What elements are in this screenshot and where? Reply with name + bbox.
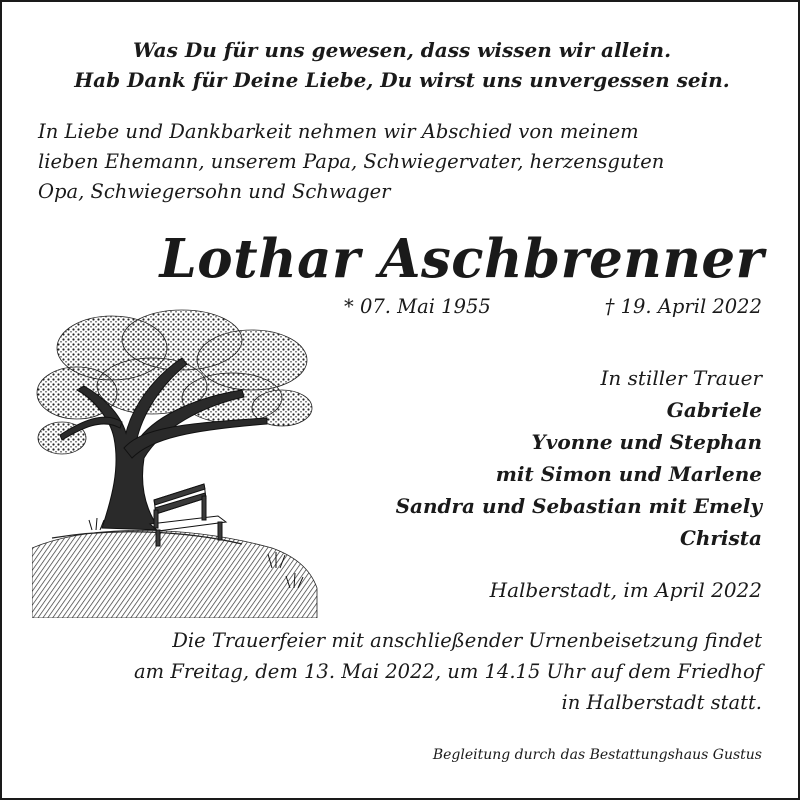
mourner-name: Yvonne und Stephan (531, 430, 762, 454)
mourner-name: Gabriele (666, 398, 762, 422)
funeral-line-1: Die Trauerfeier mit anschließender Urnenbeisetzung findet (172, 629, 762, 652)
tree-with-bench-icon (32, 298, 322, 618)
mourners-heading: In stiller Trauer (600, 366, 762, 390)
death-date: † 19. April 2022 (604, 295, 762, 318)
intro-line-2: lieben Ehemann, unserem Papa, Schwiegervater, herzensguten (38, 150, 665, 173)
motto-line-1: Was Du für uns gewesen, dass wissen wir allein. (132, 38, 672, 62)
mourner-name: Sandra und Sebastian mit Emely (395, 494, 762, 518)
mourner-name: mit Simon und Marlene (495, 462, 762, 486)
motto-line-2: Hab Dank für Deine Liebe, Du wirst uns unvergessen sein. (74, 68, 730, 92)
undertaker-note: Begleitung durch das Bestattungshaus Gustus (432, 747, 762, 763)
place-date: Halberstadt, im April 2022 (489, 578, 762, 602)
birth-date: * 07. Mai 1955 (344, 295, 491, 318)
funeral-line-2: am Freitag, dem 13. Mai 2022, um 14.15 Uhr auf dem Friedhof (134, 660, 762, 683)
intro-line-3: Opa, Schwiegersohn und Schwager (38, 180, 391, 203)
mourner-name: Christa (679, 526, 762, 550)
intro-line-1: In Liebe und Dankbarkeit nehmen wir Abschied von meinem (38, 120, 639, 143)
funeral-line-3: in Halberstadt statt. (561, 691, 762, 714)
deceased-name: Lothar Aschbrenner (159, 228, 764, 290)
